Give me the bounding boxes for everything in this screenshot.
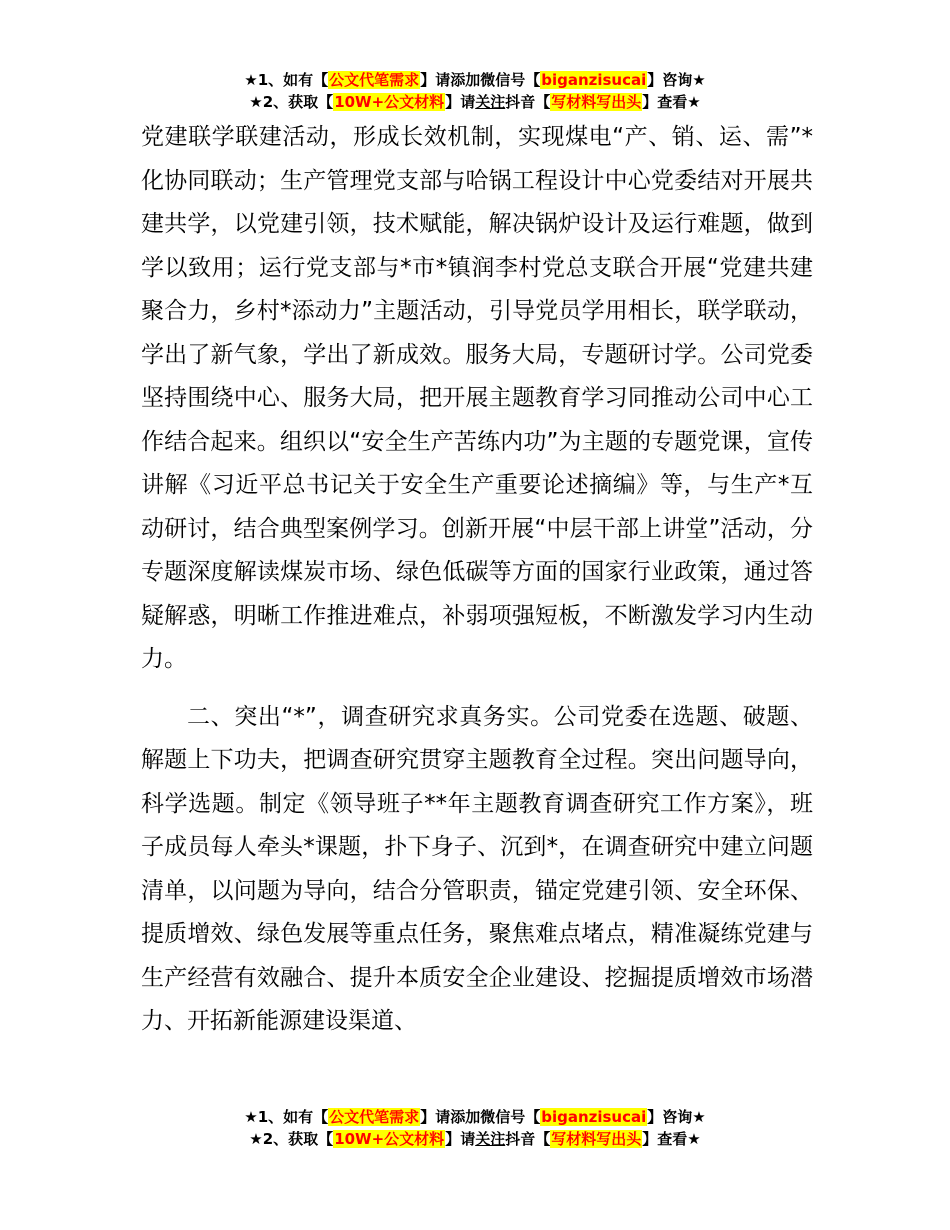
underlined-follow: 关注 xyxy=(475,93,506,111)
banner-text: 】请 xyxy=(445,93,476,111)
banner-text: 抖音【 xyxy=(505,93,551,111)
banner-line-2 xyxy=(0,91,950,113)
highlight-wechat-id: biganzisucai xyxy=(541,1108,647,1126)
banner-text: ★1、如有【 xyxy=(244,71,329,89)
footer-banner xyxy=(0,1106,950,1150)
banner-text: 】查看★ xyxy=(642,1130,701,1148)
body-paragraph-2: 二、突出“*”，调查研究求真务实。公司党委在选题、破题、解题上下功夫，把调查研究贯穿主题教育全过程。突出问题导向，科学选题。制定《领导班子**年主题教育调查研究工作方案》，班子成员每人牵头*课题，扑下身子、沉到*，在调查研究中建立问题清单，以问题为导向，结合分管职责，锚定党建引领、安全环保、提质增效、绿色发展等重点任务，聚焦难点堵点，精准凝练党建与生产经营有效融合、提升本质安全企业建设、挖掘提质增效市场潜力、开拓新能源建设渠道、 xyxy=(141,703,813,1034)
banner-text: 】请添加微信号【 xyxy=(420,1108,541,1126)
banner-text: ★2、获取【 xyxy=(249,1130,334,1148)
highlight-materials: 10W+公文材料 xyxy=(334,1130,445,1148)
header-banner xyxy=(0,69,950,113)
highlight-ghostwriting-demand: 公文代笔需求 xyxy=(329,71,420,89)
banner-text: 】咨询★ xyxy=(647,1108,706,1126)
highlight-materials: 10W+公文材料 xyxy=(334,93,445,111)
body-paragraph-1: 党建联学联建活动，形成长效机制，实现煤电“产、销、运、需”*化协同联动；生产管理党支部与哈锅工程设计中心党委结对开展共建共学，以党建引领，技术赋能，解决锅炉设计及运行难题，做到学以致用；运行党支部与*市*镇润李村党总支联合开展“党建共建聚合力，乡村*添动力”主题活动，引导党员学用相长，联学联动，学出了新气象，学出了新成效。服务大局，专题研讨学。公司党委坚持围绕中心、服务大局，把开展主题教育学习同推动公司中心工作结合起来。组织以“安全生产苦练内功”为主题的专题党课，宣传讲解《习近平总书记关于安全生产重要论述摘编》等，与生产*互动研讨，结合典型案例学习。创新开展“中层干部上讲堂”活动，分专题深度解读煤炭市场、绿色低碳等方面的国家行业政策，通过答疑解惑，明晰工作推进难点，补弱项强短板，不断激发学习内生动力。 xyxy=(141,124,813,672)
banner-line-1 xyxy=(0,69,950,91)
banner-text: ★1、如有【 xyxy=(244,1108,329,1126)
banner-line-2 xyxy=(0,1128,950,1150)
banner-line-1 xyxy=(0,1106,950,1128)
banner-text: 】请 xyxy=(445,1130,476,1148)
banner-text: ★2、获取【 xyxy=(249,93,334,111)
underlined-follow: 关注 xyxy=(475,1130,506,1148)
highlight-ghostwriting-demand: 公文代笔需求 xyxy=(329,1108,420,1126)
banner-text: 】咨询★ xyxy=(647,71,706,89)
banner-text: 抖音【 xyxy=(505,1130,551,1148)
banner-text: 】请添加微信号【 xyxy=(420,71,541,89)
banner-text: 】查看★ xyxy=(642,93,701,111)
document-body xyxy=(141,116,813,1044)
highlight-douyin-account: 写材料写出头 xyxy=(551,93,642,111)
highlight-douyin-account: 写材料写出头 xyxy=(551,1130,642,1148)
highlight-wechat-id: biganzisucai xyxy=(541,71,647,89)
